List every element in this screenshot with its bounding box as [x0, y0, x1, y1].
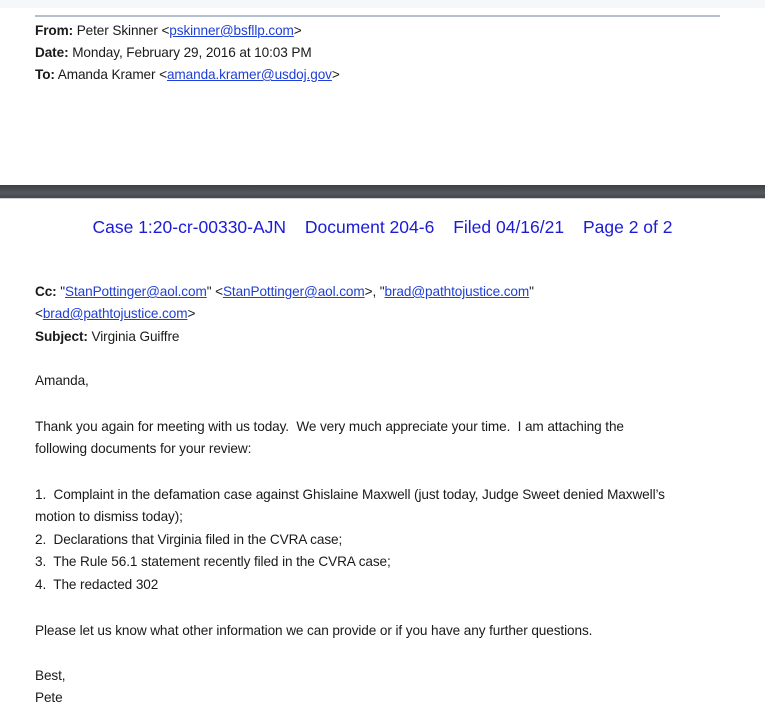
cc-label: Cc: [35, 284, 57, 299]
case-number: Case 1:20-cr-00330-AJN [92, 217, 287, 237]
to-label: To: [35, 67, 55, 82]
page-number: Page 2 of 2 [582, 217, 673, 237]
cc2-email-link[interactable]: brad@pathtojustice.com [42, 306, 188, 321]
signature: Pete [35, 690, 63, 705]
header-divider [35, 15, 720, 17]
from-line: From: Peter Skinner <pskinner@bsfllp.com> [35, 23, 302, 38]
from-label: From: [35, 23, 74, 38]
from-name: Peter Skinner [76, 23, 158, 38]
to-line: To: Amanda Kramer <amanda.kramer@usdoj.gov> [35, 67, 340, 82]
cc-line-2: <brad@pathtojustice.com> [35, 306, 196, 321]
page-top-edge [0, 0, 765, 8]
body-paragraph-1-line-2: following documents for your review: [35, 441, 252, 456]
list-item-continuation: motion to dismiss today); [35, 509, 183, 524]
subject-label: Subject: [35, 329, 88, 344]
closing: Best, [35, 668, 66, 683]
body-paragraph-2: Please let us know what other information we can provide or if you have any further questions. [35, 623, 593, 638]
list-item: 2. Declarations that Virginia filed in the CVRA case; [35, 532, 343, 547]
list-item: 4. The redacted 302 [35, 577, 159, 592]
cc-line: Cc: "StanPottinger@aol.com" <StanPottinger@aol.com>, "brad@pathtojustice.com" [35, 284, 534, 299]
filed-date: Filed 04/16/21 [453, 217, 565, 237]
to-email-link[interactable]: amanda.kramer@usdoj.gov [166, 67, 332, 82]
subject-value: Virginia Guiffre [91, 329, 180, 344]
cc1-email-link[interactable]: StanPottinger@aol.com [222, 284, 365, 299]
from-email-link[interactable]: pskinner@bsfllp.com [169, 23, 294, 38]
greeting: Amanda, [35, 373, 89, 388]
body-paragraph-1-line-1: Thank you again for meeting with us today. We very much appreciate your time. I am attaching the [35, 419, 624, 434]
list-item: 1. Complaint in the defamation case against Ghislaine Maxwell (just today, Judge Sweet denied Maxwell’s [35, 487, 665, 502]
cc2-name-link[interactable]: brad@pathtojustice.com [384, 284, 530, 299]
subject-line [35, 329, 179, 344]
date-value: Monday, February 29, 2016 at 10:03 PM [72, 45, 312, 60]
to-name: Amanda Kramer [57, 67, 156, 82]
case-header [0, 217, 765, 238]
page-separator-bar [0, 185, 765, 199]
list-item: 3. The Rule 56.1 statement recently filed in the CVRA case; [35, 554, 391, 569]
date-label: Date: [35, 45, 69, 60]
date-line [35, 45, 312, 60]
cc1-name-link[interactable]: StanPottinger@aol.com [65, 284, 207, 299]
document-number: Document 204-6 [304, 217, 435, 237]
